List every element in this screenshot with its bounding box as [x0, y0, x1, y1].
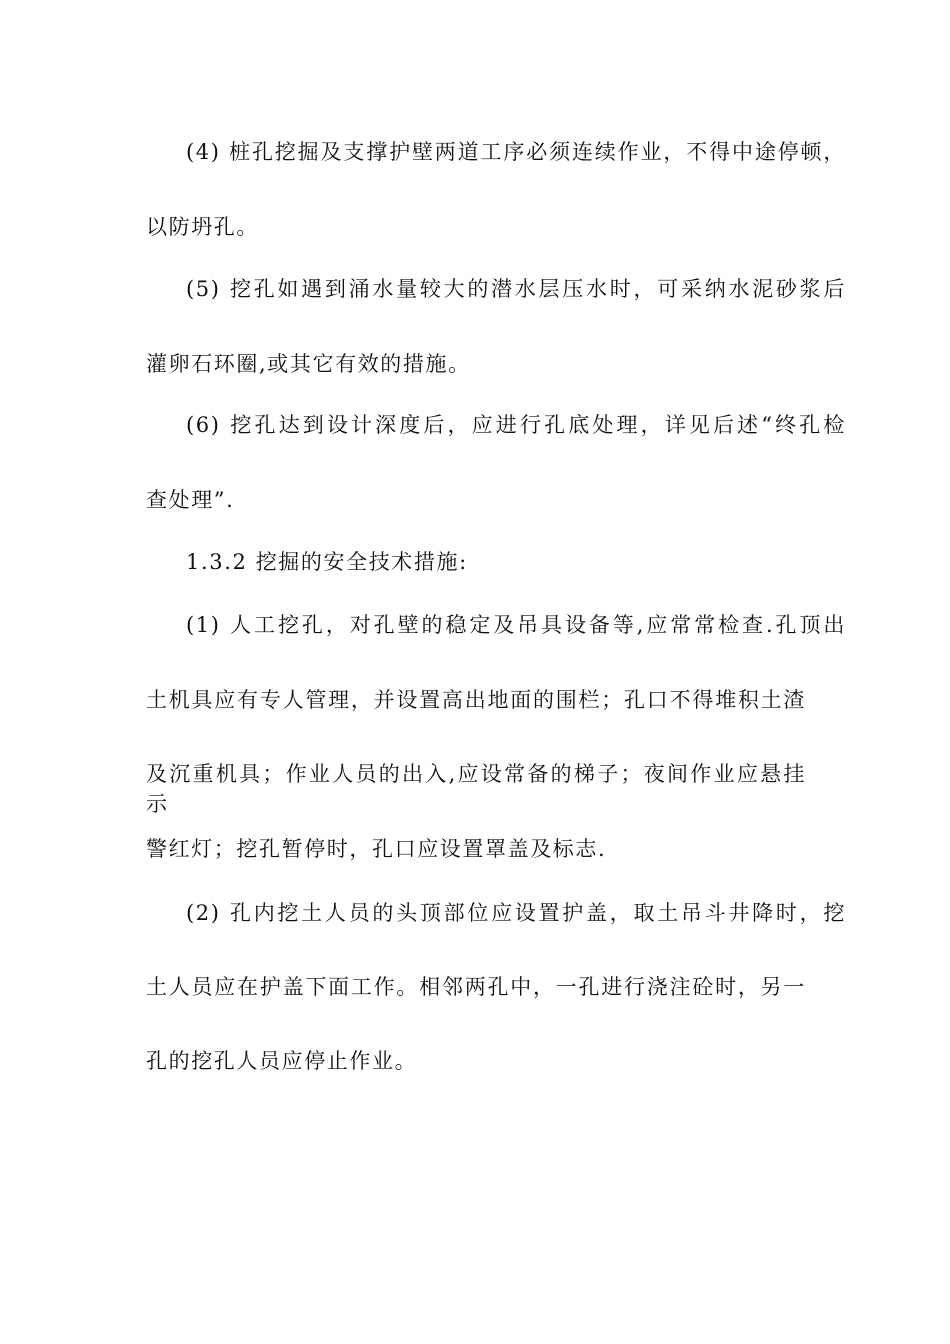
- text-line-11: 警红灯；挖孔暂停时，孔口应设置罩盖及标志.: [146, 837, 607, 861]
- text-line-10: 及沉重机具；作业人员的出入,应设常备的梯子；夜间作业应悬挂示: [146, 762, 806, 816]
- text-line-8: (1) 人工挖孔，对孔壁的稳定及吊具设备等,应常常检查.孔顶出: [186, 613, 846, 637]
- text-line-14: 孔的挖孔人员应停止作业。: [146, 1049, 418, 1073]
- section-heading: 1.3.2 挖掘的安全技术措施:: [186, 550, 468, 574]
- text-line-2: 以防坍孔。: [146, 215, 259, 239]
- text-line-3: (5) 挖孔如遇到涌水量较大的潜水层压水时，可采纳水泥砂浆后: [186, 277, 846, 301]
- text-line-1: (4) 桩孔挖掘及支撑护壁两道工序必须连续作业，不得中途停顿，: [186, 140, 846, 164]
- text-line-13: 土人员应在护盖下面工作。相邻两孔中，一孔进行浇注砼时，另一: [146, 975, 806, 999]
- text-line-9: 土机具应有专人管理，并设置高出地面的围栏；孔口不得堆积土渣: [146, 688, 806, 712]
- text-line-5: (6) 挖孔达到设计深度后，应进行孔底处理，详见后述“终孔检: [186, 413, 846, 437]
- text-line-12: (2) 孔内挖土人员的头顶部位应设置护盖，取土吊斗井降时，挖: [186, 901, 846, 925]
- text-line-4: 灌卵石环圈,或其它有效的措施。: [146, 352, 471, 376]
- text-line-6: 查处理”.: [146, 488, 235, 512]
